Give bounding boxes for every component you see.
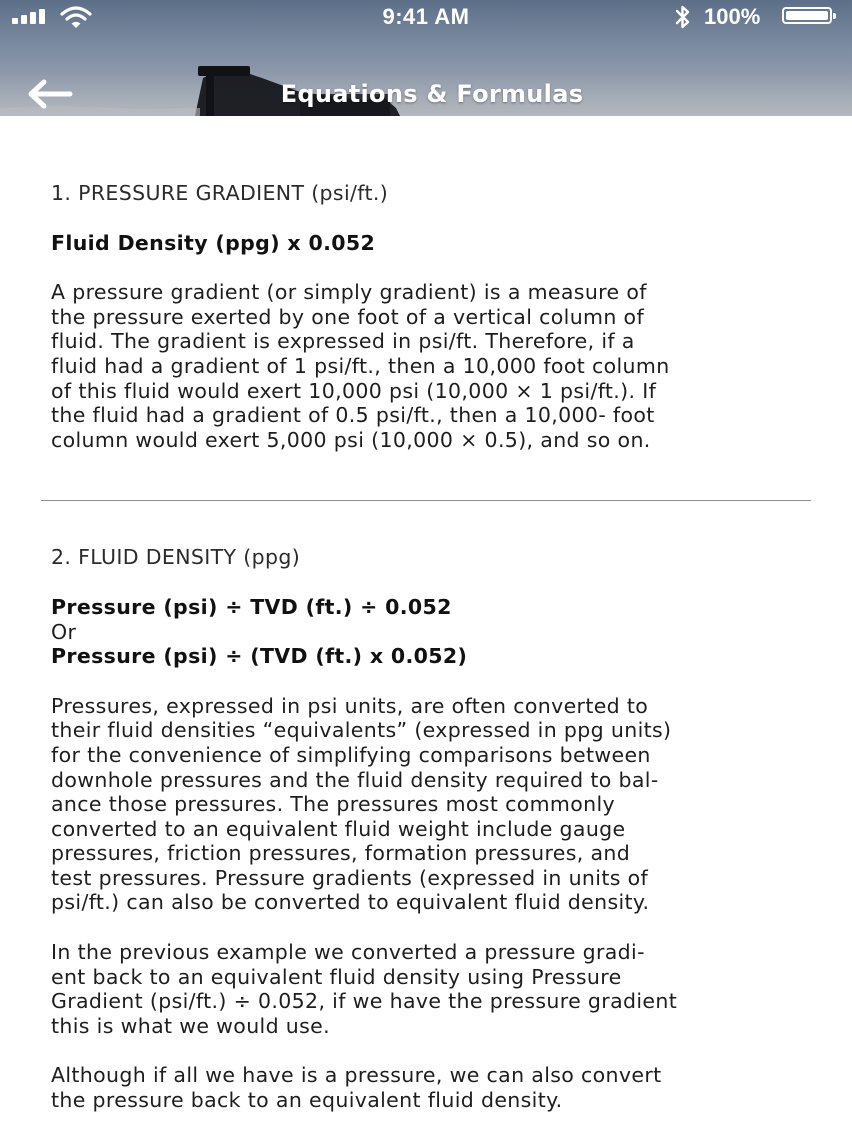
- paragraph-line: this is what we would use.: [51, 1013, 331, 1038]
- or-text: Or: [51, 619, 77, 644]
- formula: Pressure (psi) ÷ (TVD (ft.) x 0.052): [51, 644, 468, 669]
- description-line: fluid. The gradient is expressed in psi/ft. Therefore, if a: [51, 329, 635, 354]
- paragraph-line: ance those pressures. The pressures most commonly: [51, 792, 615, 817]
- description-line: A pressure gradient (or simply gradient) is a measure of: [51, 280, 647, 305]
- description-line: of this fluid would exert 10,000 psi (10,000 × 1 psi/ft.). If: [51, 378, 657, 403]
- paragraph-line: ent back to an equivalent fluid density using Pressure: [51, 964, 622, 989]
- section-title: 1. PRESSURE GRADIENT (psi/ft.): [51, 181, 389, 205]
- header: [0, 0, 852, 116]
- back-arrow-icon[interactable]: [26, 78, 74, 110]
- section-paragraph: [51, 694, 781, 915]
- paragraph-line: In the previous example we converted a pressure gradi-: [51, 940, 645, 965]
- description-line: column would exert 5,000 psi (10,000 × 0.5), and so on.: [51, 427, 651, 452]
- status-time: 9:41 AM: [382, 4, 470, 29]
- paragraph-line: psi/ft.) can also be converted to equivalent fluid density.: [51, 890, 650, 915]
- battery-percentage: 100%: [704, 4, 761, 29]
- battery-icon: [782, 7, 832, 24]
- section-title: 2. FLUID DENSITY (ppg): [51, 545, 301, 570]
- signal-icon: [12, 9, 45, 24]
- description-line: the pressure exerted by one foot of a vertical column of: [51, 304, 645, 329]
- bluetooth-icon: [673, 4, 693, 30]
- page-title: Equations & Formulas: [280, 80, 584, 108]
- paragraph-line: pressures, friction pressures, formation pressures, and: [51, 841, 631, 866]
- paragraph-line: Although if all we have is a pressure, we can also convert: [51, 1063, 662, 1088]
- paragraph-line: downhole pressures and the fluid density required to bal-: [51, 767, 659, 792]
- paragraph-line: for the convenience of simplifying comparisons between: [51, 742, 651, 767]
- description-line: the fluid had a gradient of 0.5 psi/ft., then a 10,000- foot: [51, 403, 655, 428]
- paragraph-line: test pressures. Pressure gradients (expressed in units of: [51, 865, 649, 890]
- paragraph-line: Gradient (psi/ft.) ÷ 0.052, if we have the pressure gradient: [51, 989, 678, 1014]
- section-description: [51, 280, 781, 452]
- paragraph-line: converted to an equivalent fluid weight include gauge: [51, 816, 626, 841]
- paragraph-line: Pressures, expressed in psi units, are often converted to: [51, 693, 649, 718]
- section-paragraph: [51, 1063, 781, 1112]
- formula-content: [51, 116, 781, 1113]
- formula: Pressure (psi) ÷ TVD (ft.) ÷ 0.052: [51, 594, 452, 619]
- description-line: fluid had a gradient of 1 psi/ft., then a 10,000 foot column: [51, 353, 670, 378]
- status-bar: [0, 0, 852, 34]
- paragraph-line: the pressure back to an equivalent fluid density.: [51, 1088, 563, 1113]
- section-paragraph: [51, 940, 781, 1038]
- paragraph-line: their fluid densities “equivalents” (expressed in ppg units): [51, 718, 672, 743]
- wifi-icon: [59, 5, 93, 29]
- section-divider: [41, 500, 811, 501]
- formula: Fluid Density (ppg) x 0.052: [51, 230, 376, 255]
